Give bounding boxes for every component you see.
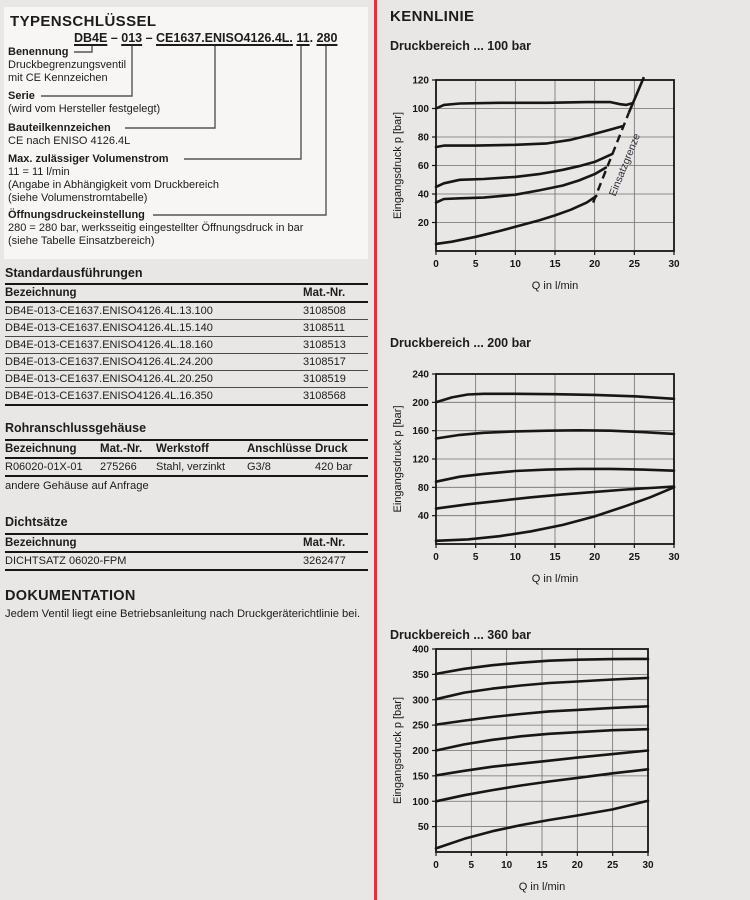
x-tick-label: 5: [468, 860, 475, 871]
table-row: [5, 302, 368, 320]
x-tick-label: 10: [509, 259, 521, 270]
y-tick-label: 250: [412, 720, 429, 732]
y-tick-label: 240: [412, 369, 429, 381]
type-key-label-title: Öffnungsdruckeinstellung: [8, 209, 145, 221]
kennlinie-title: KENNLINIE: [390, 8, 475, 25]
table-cell: 420 bar: [315, 461, 353, 473]
type-key-label-0: [8, 46, 358, 85]
y-tick-label: 120: [412, 75, 429, 87]
table-cell: DB4E-013-CE1637.ENISO4126.4L.15.140: [5, 320, 303, 337]
table-row: [5, 458, 368, 476]
type-code-line: [74, 31, 337, 45]
y-tick-label: 300: [412, 695, 429, 707]
chart1-title: Druckbereich ... 100 bar: [390, 39, 532, 53]
y-tick-label: 60: [417, 161, 429, 172]
standard-versions-table-wrap: [5, 283, 368, 406]
x-tick-label: 15: [549, 552, 561, 563]
table-cell: 3108511: [303, 320, 368, 337]
chart-100bar: [390, 74, 686, 297]
x-tick-label: 5: [472, 552, 479, 563]
table-cell: DB4E-013-CE1637.ENISO4126.4L.18.160: [5, 337, 303, 354]
type-key-label-line: (siehe Volumenstromtabelle): [8, 192, 148, 204]
curve: [436, 168, 606, 203]
column-header: Druck: [315, 440, 368, 458]
limit-line-label: Einsatzgrenze: [606, 131, 644, 199]
curve: [436, 154, 612, 187]
type-code-separator: –: [142, 31, 157, 45]
red-divider-line: [374, 0, 377, 900]
y-tick-label: 40: [417, 511, 429, 523]
type-key-label-2: [8, 122, 358, 148]
type-key-label-line: 11 = 11 l/min: [8, 166, 70, 178]
chart-200bar: [390, 368, 686, 590]
table-row: [5, 371, 368, 388]
pipe-housing-table-wrap: [5, 439, 368, 477]
y-tick-label: 100: [412, 104, 429, 115]
table-row: [5, 320, 368, 337]
seal-kits-table-wrap: [5, 533, 368, 571]
y-tick-label: 160: [412, 426, 429, 438]
curve: [436, 102, 631, 108]
y-axis-label: Eingangsdruck p [bar]: [392, 696, 404, 805]
table-cell: 3108517: [303, 354, 368, 371]
x-tick-label: 25: [628, 552, 640, 563]
type-key-label-title: Serie: [8, 90, 35, 102]
table-row: [5, 388, 368, 406]
x-tick-label: 15: [549, 259, 561, 270]
type-key-label-title: Bauteilkennzeichen: [8, 122, 111, 134]
type-key-label-line: (siehe Tabelle Einsatzbereich): [8, 235, 155, 247]
section-heading-standard: Standardausführungen: [5, 266, 143, 280]
x-tick-label: 10: [501, 860, 513, 871]
type-key-label-line: (Angabe in Abhängigkeit vom Druckbereich: [8, 179, 219, 191]
y-tick-label: 120: [412, 454, 429, 466]
x-tick-label: 0: [433, 259, 439, 270]
type-key-label-line: mit CE Kennzeichen: [8, 72, 108, 84]
table-cell: Stahl, verzinkt: [156, 461, 226, 473]
type-key-label-title: Max. zulässiger Volumenstrom: [8, 153, 169, 165]
type-key-label-line: Druckbegrenzungsventil: [8, 59, 127, 71]
x-tick-label: 15: [536, 860, 548, 871]
x-axis-label: Q in l/min: [531, 573, 579, 585]
table-cell: 3108513: [303, 337, 368, 354]
y-axis-label: Eingangsdruck p [bar]: [392, 111, 404, 220]
type-code-separator: –: [107, 31, 122, 45]
type-code-segment: 013: [121, 31, 143, 45]
y-tick-label: 20: [417, 218, 429, 229]
type-key-label-line: CE nach ENISO 4126.4L: [8, 135, 131, 147]
column-header: Anschlüsse: [247, 440, 315, 458]
x-tick-label: 20: [589, 259, 601, 270]
x-tick-label: 0: [433, 552, 439, 563]
documentation-text: Jedem Ventil liegt eine Betriebsanleitung nach Druckgeräterichtlinie bei.: [5, 608, 361, 620]
y-axis-label: Eingangsdruck p [bar]: [392, 405, 404, 513]
table-cell: DB4E-013-CE1637.ENISO4126.4L.13.100: [5, 302, 303, 320]
y-tick-label: 400: [412, 644, 429, 656]
seal-kits-table: [5, 533, 368, 571]
table-cell: 3108508: [303, 302, 368, 320]
column-header: Mat.-Nr.: [303, 284, 368, 302]
y-tick-label: 150: [412, 771, 429, 783]
type-key-label-title: Benennung: [8, 46, 69, 58]
type-key-label-line: 280 = 280 bar, werksseitig eingestellter Öffnungsdruck in bar: [8, 222, 304, 234]
column-header: Mat.-Nr.: [303, 534, 368, 552]
left-column: [0, 0, 372, 900]
limit-line-solid: [629, 77, 644, 113]
x-tick-label: 25: [607, 860, 619, 871]
y-tick-label: 200: [412, 397, 429, 409]
standard-versions-table: [5, 283, 368, 406]
table-cell: DB4E-013-CE1637.ENISO4126.4L.16.350: [5, 390, 213, 402]
type-key-label-3: [8, 153, 358, 205]
y-tick-label: 80: [417, 482, 429, 494]
table-row: [5, 354, 368, 371]
table-cell: G3/8: [247, 461, 271, 473]
section-heading-dichtsaetze: Dichtsätze: [5, 515, 68, 529]
type-key-label-line: (wird vom Hersteller festgelegt): [8, 103, 161, 115]
chart-360bar: [390, 643, 660, 898]
section-heading-gehaeuse: Rohranschlussgehäuse: [5, 421, 147, 435]
y-tick-label: 200: [412, 746, 429, 757]
y-tick-label: 50: [417, 822, 429, 834]
y-tick-label: 350: [412, 669, 429, 681]
column-header: Mat.-Nr.: [100, 440, 156, 458]
x-tick-label: 25: [628, 259, 640, 270]
chart2-title: Druckbereich ... 200 bar: [390, 336, 532, 350]
table-cell: 3108568: [303, 390, 346, 402]
type-code-separator: .: [309, 31, 317, 45]
curve: [436, 196, 596, 244]
x-tick-label: 20: [589, 552, 601, 563]
x-tick-label: 30: [668, 259, 680, 270]
documentation-heading: DOKUMENTATION: [5, 588, 136, 604]
type-code-segment: 280: [316, 31, 338, 45]
y-tick-label: 100: [412, 796, 429, 808]
table-cell: 3262477: [303, 555, 346, 567]
table-cell: 3108519: [303, 371, 368, 388]
y-tick-label: 80: [417, 132, 429, 144]
column-header: Bezeichnung: [5, 440, 100, 458]
table-cell: DB4E-013-CE1637.ENISO4126.4L.20.250: [5, 371, 303, 388]
type-code-segment: 11: [296, 31, 310, 45]
pipe-housing-table: [5, 439, 368, 477]
type-code-segment: DB4E: [74, 31, 108, 45]
column-header: Bezeichnung: [5, 284, 303, 302]
x-tick-label: 30: [668, 552, 680, 563]
x-tick-label: 5: [472, 259, 479, 270]
x-tick-label: 0: [433, 860, 439, 871]
x-tick-label: 20: [571, 860, 583, 871]
x-axis-label: Q in l/min: [531, 280, 579, 292]
type-key-label-4: [8, 209, 358, 248]
type-key-label-1: [8, 90, 358, 116]
right-column: [388, 0, 750, 900]
table-row: [5, 337, 368, 354]
housing-note: andere Gehäuse auf Anfrage: [5, 480, 149, 492]
table-cell: R06020-01X-01: [5, 461, 83, 473]
x-axis-label: Q in l/min: [518, 881, 566, 893]
column-header: Bezeichnung: [5, 534, 303, 552]
x-tick-label: 30: [642, 860, 654, 871]
table-cell: DICHTSATZ 06020-FPM: [5, 555, 127, 567]
type-code-segment: CE1637.ENISO4126.4L.: [156, 31, 293, 45]
table-row: [5, 552, 368, 570]
y-tick-label: 40: [417, 189, 429, 201]
page-title-typenschluessel: TYPENSCHLÜSSEL: [10, 13, 157, 30]
table-cell: 275266: [100, 461, 137, 473]
x-tick-label: 10: [509, 552, 521, 563]
chart3-title: Druckbereich ... 360 bar: [390, 628, 532, 642]
column-header: Werkstoff: [156, 440, 247, 458]
table-cell: DB4E-013-CE1637.ENISO4126.4L.24.200: [5, 354, 303, 371]
